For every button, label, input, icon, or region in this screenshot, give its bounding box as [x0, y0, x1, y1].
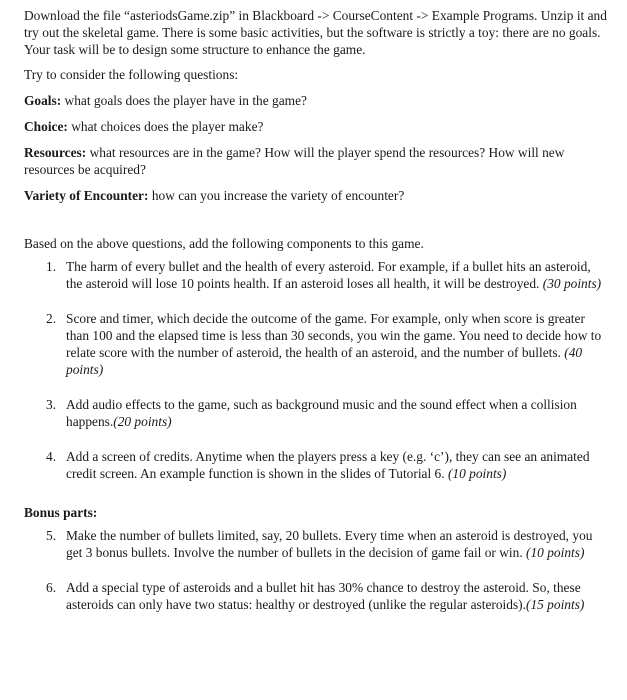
- try-prompt: Try to consider the following questions:: [24, 67, 239, 82]
- item-text: Add a special type of asteroids and a bullet hit has 30% chance to destroy the asteroid. So, these asteroids can only have two status: healthy or destroyed (unlike the regular asteroids).: [66, 580, 581, 612]
- components-list: [24, 258, 607, 482]
- question-variety: [24, 187, 607, 204]
- item-points: (10 points): [526, 545, 585, 560]
- item-text: Score and timer, which decide the outcome of the game. For example, only when score is greater than 100 and the elapsed time is less than 30 seconds, you win the game. You need to decide how to relate score with the number of asteroid, the health of an asteroid, and the number of bullets.: [66, 311, 602, 360]
- question-label: Resources:: [24, 145, 87, 160]
- question-label: Choice:: [24, 119, 68, 134]
- question-resources: [24, 144, 607, 178]
- item-number: 4.: [46, 449, 57, 464]
- item-text: Add a screen of credits. Anytime when the players press a key (e.g. ‘c’), they can see an animated credit screen. An example function is shown in the slides of Tutorial 6.: [66, 449, 590, 481]
- item-text: Add audio effects to the game, such as background music and the sound effect when a collision happens.: [66, 397, 577, 429]
- section-spacer: [24, 213, 607, 235]
- item-number: 3.: [46, 397, 57, 412]
- item-number: 6.: [46, 580, 57, 595]
- question-label: Goals:: [24, 93, 62, 108]
- bonus-heading: Bonus parts:: [24, 505, 98, 520]
- list-item: [24, 448, 607, 482]
- question-text: what resources are in the game? How will the player spend the resources? How will new resources be acquired?: [24, 145, 565, 177]
- list-item: [24, 579, 607, 613]
- question-text: what choices does the player make?: [67, 119, 264, 134]
- item-points: (30 points): [542, 276, 602, 291]
- question-text: what goals does the player have in the game?: [61, 93, 307, 108]
- item-points: (15 points): [525, 597, 585, 612]
- based-on-paragraph: Based on the above questions, add the following components to this game.: [24, 236, 424, 251]
- question-label: Variety of Encounter:: [24, 188, 149, 203]
- item-points: (20 points): [113, 414, 172, 429]
- item-text: The harm of every bullet and the health of every asteroid. For example, if a bullet hits an asteroid, the asteroid will lose 10 points health. If an asteroid loses all health, it will be destroyed.: [66, 259, 591, 291]
- list-item: [24, 258, 607, 292]
- item-number: 1.: [46, 259, 57, 274]
- list-item: [24, 396, 607, 430]
- question-text: how can you increase the variety of encounter?: [148, 188, 405, 203]
- item-points: (40 points): [66, 345, 583, 377]
- item-number: 5.: [46, 528, 57, 543]
- intro-paragraph: Download the file “asteriodsGame.zip” in Blackboard -> CourseContent -> Example Programs. Unzip it and try out the skeletal game. There is some basic activities, but the software is strictly a toy: there are no goals. Your task will be to design some structure to enhance the game.: [24, 8, 607, 57]
- item-text: Make the number of bullets limited, say, 20 bullets. Every time when an asteroid is destroyed, you get 3 bonus bullets. Involve the number of bullets in the decision of game fail or win.: [66, 528, 593, 560]
- item-points: (10 points): [447, 466, 507, 481]
- question-choice: [24, 118, 607, 135]
- question-goals: [24, 92, 607, 109]
- bonus-list: [24, 527, 607, 613]
- list-item: [24, 527, 607, 561]
- list-item: [24, 310, 607, 378]
- item-number: 2.: [46, 311, 57, 326]
